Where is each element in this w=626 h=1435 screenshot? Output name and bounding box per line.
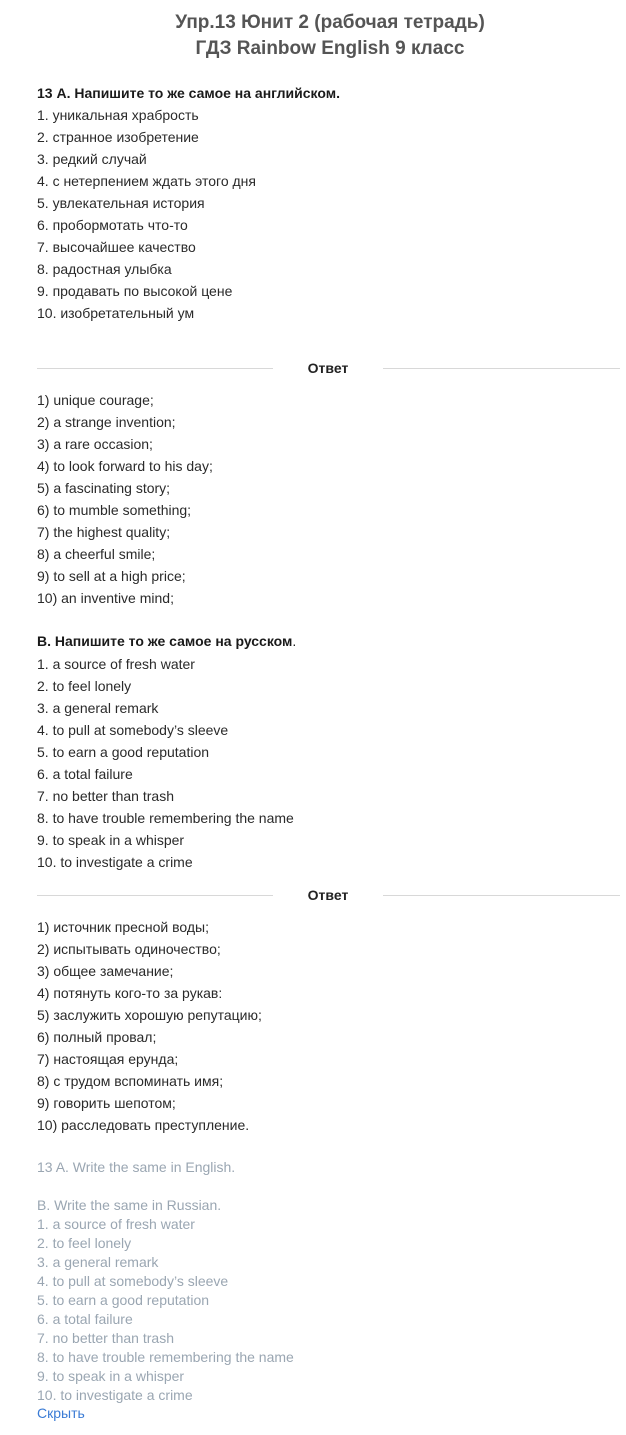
page-title-line2: ГДЗ Rainbow English 9 класс xyxy=(195,38,465,59)
list-item: 9) to sell at a high price; xyxy=(37,568,186,584)
task-b-heading-tail: . xyxy=(292,633,297,649)
list-item: 1. уникальная храбрость xyxy=(37,107,199,123)
list-item: 3. a general remark xyxy=(37,1254,159,1270)
answer-label: Ответ xyxy=(307,360,349,376)
list-item: 3) a rare occasion; xyxy=(37,436,153,452)
list-item: 10. изобретательный ум xyxy=(37,305,195,321)
answer-divider-a xyxy=(37,360,620,378)
answer-divider-b xyxy=(37,887,620,905)
spacer xyxy=(37,1177,294,1196)
list-item: 9. to speak in a whisper xyxy=(37,1368,185,1384)
list-item: 7. высочайшее качество xyxy=(37,239,196,255)
divider-line-right xyxy=(383,895,620,896)
divider-line-left xyxy=(37,368,273,369)
list-item: 1) unique courage; xyxy=(37,392,154,408)
translation-block xyxy=(37,1158,294,1405)
answer-b-list xyxy=(37,916,262,1136)
page-title-line1: Упр.13 Юнит 2 (рабочая тетрадь) xyxy=(175,12,485,33)
task-b-list xyxy=(37,653,294,873)
translation-task-b-heading: B. Write the same in Russian. xyxy=(37,1197,222,1213)
list-item: 4. to pull at somebody’s sleeve xyxy=(37,1273,229,1289)
list-item: 10) an inventive mind; xyxy=(37,590,174,606)
task-b-heading xyxy=(37,633,296,649)
task-b-heading-text: В. Напишите то же самое на русском xyxy=(37,633,293,649)
list-item: 1) источник пресной воды; xyxy=(37,919,210,935)
list-item: 6. пробормотать что-то xyxy=(37,217,188,233)
list-item: 8. to have trouble remembering the name xyxy=(37,1349,294,1365)
page-title xyxy=(0,10,626,62)
list-item: 1. a source of fresh water xyxy=(37,656,195,672)
list-item: 10. to investigate a crime xyxy=(37,854,193,870)
list-item: 2) испытывать одиночество; xyxy=(37,941,221,957)
list-item: 3. a general remark xyxy=(37,700,159,716)
list-item: 8. радостная улыбка xyxy=(37,261,172,277)
list-item: 5) заслужить хорошую репутацию; xyxy=(37,1007,262,1023)
list-item: 5) a fascinating story; xyxy=(37,480,171,496)
list-item: 7. no better than trash xyxy=(37,1330,174,1346)
list-item: 5. to earn a good reputation xyxy=(37,1292,210,1308)
list-item: 2. странное изобретение xyxy=(37,129,199,145)
list-item: 10) расследовать преступление. xyxy=(37,1117,250,1133)
list-item: 8) a cheerful smile; xyxy=(37,546,156,562)
list-item: 2. to feel lonely xyxy=(37,678,132,694)
list-item: 6. a total failure xyxy=(37,766,133,782)
hide-translation-link[interactable]: Скрыть xyxy=(37,1405,85,1421)
list-item: 2. to feel lonely xyxy=(37,1235,132,1251)
list-item: 3. редкий случай xyxy=(37,151,147,167)
list-item: 3) общее замечание; xyxy=(37,963,174,979)
task-a-heading: 13 А. Напишите то же самое на английском. xyxy=(37,85,340,101)
list-item: 6. a total failure xyxy=(37,1311,133,1327)
list-item: 2) a strange invention; xyxy=(37,414,176,430)
task-a-list xyxy=(37,104,256,324)
list-item: 4. с нетерпением ждать этого дня xyxy=(37,173,256,189)
translation-task-a-heading: 13 A. Write the same in English. xyxy=(37,1159,236,1175)
divider-line-left xyxy=(37,895,273,896)
list-item: 5. to earn a good reputation xyxy=(37,744,210,760)
list-item: 7) the highest quality; xyxy=(37,524,171,540)
list-item: 9. продавать по высокой цене xyxy=(37,283,233,299)
list-item: 8. to have trouble remembering the name xyxy=(37,810,294,826)
list-item: 7. no better than trash xyxy=(37,788,174,804)
list-item: 10. to investigate a crime xyxy=(37,1387,193,1403)
divider-line-right xyxy=(383,368,620,369)
list-item: 4) потянуть кого-то за рукав: xyxy=(37,985,223,1001)
list-item: 6) to mumble something; xyxy=(37,502,192,518)
answer-label: Ответ xyxy=(307,887,349,903)
list-item: 7) настоящая ерунда; xyxy=(37,1051,179,1067)
list-item: 6) полный провал; xyxy=(37,1029,157,1045)
list-item: 9) говорить шепотом; xyxy=(37,1095,176,1111)
list-item: 4. to pull at somebody’s sleeve xyxy=(37,722,229,738)
list-item: 5. увлекательная история xyxy=(37,195,205,211)
list-item: 9. to speak in a whisper xyxy=(37,832,185,848)
list-item: 1. a source of fresh water xyxy=(37,1216,195,1232)
list-item: 4) to look forward to his day; xyxy=(37,458,213,474)
list-item: 8) с трудом вспоминать имя; xyxy=(37,1073,224,1089)
answer-a-list xyxy=(37,389,213,609)
